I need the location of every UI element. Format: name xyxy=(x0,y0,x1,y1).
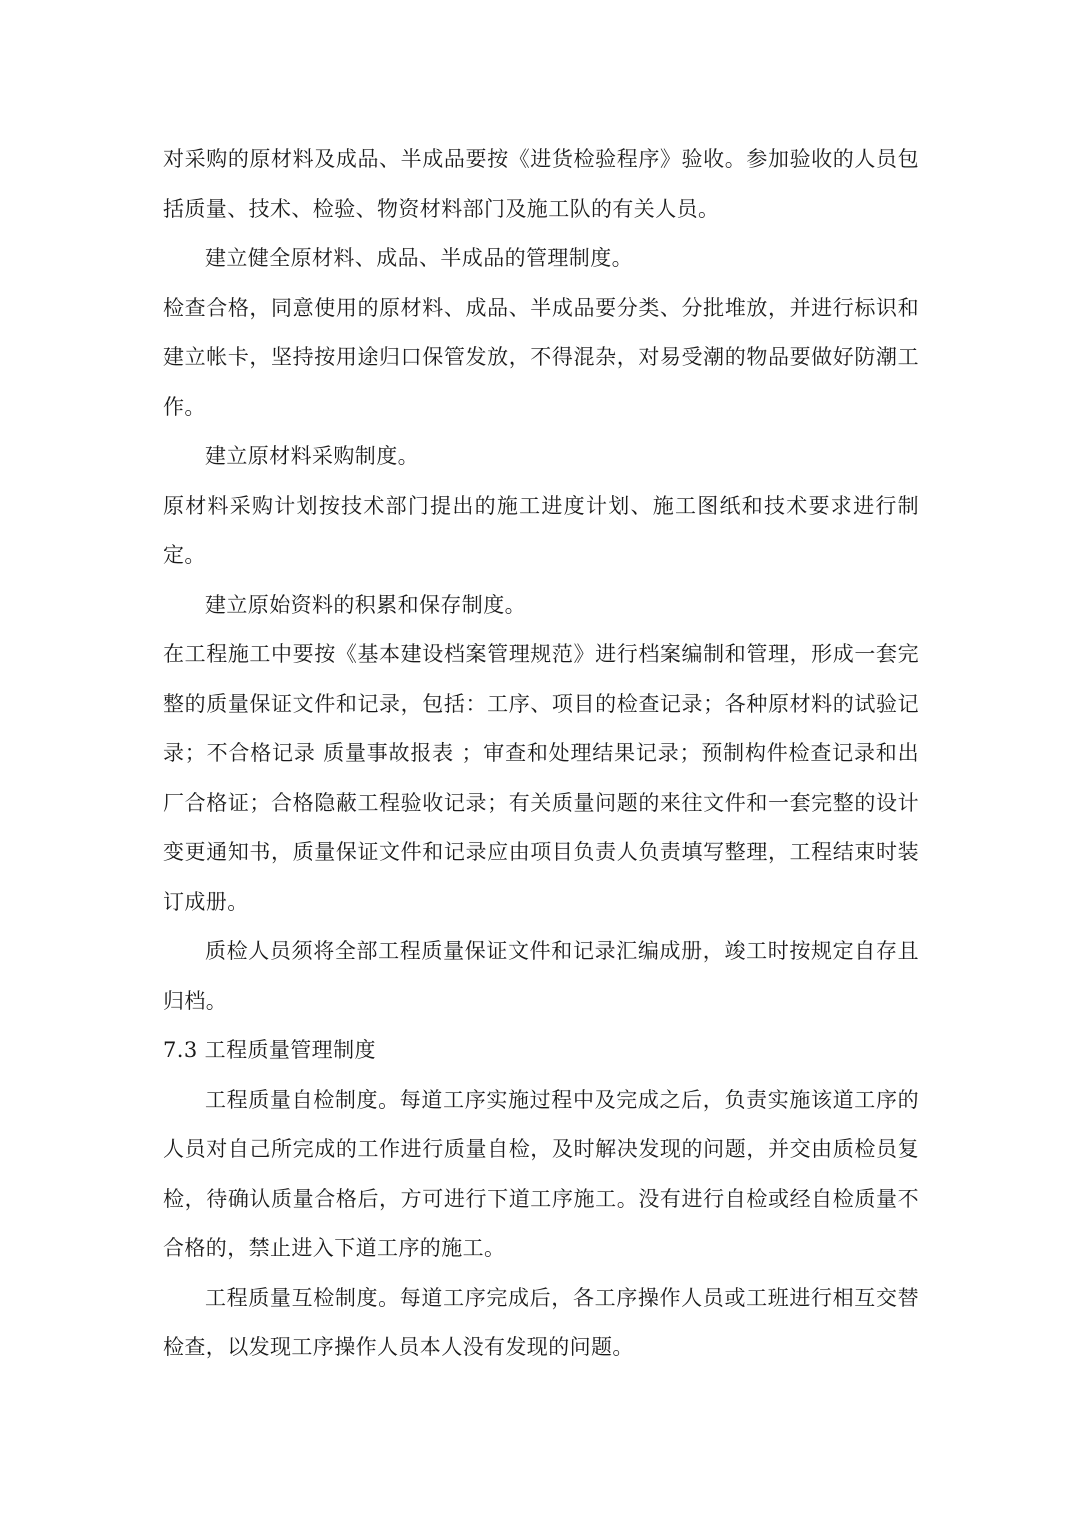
paragraph-self-inspection: 工程质量自检制度。每道工序实施过程中及完成之后，负责实施该道工序的人员对自己所完成的工作进行质量自检，及时解决发现的问题，并交由质检员复检，待确认质量合格后，方可进行下道工序施工。没有进行自检或经自检质量不合格的，禁止进入下道工序的施工。 xyxy=(163,1087,919,1260)
paragraph-records-system: 建立原始资料的积累和保存制度。 xyxy=(205,592,526,617)
paragraph-mutual-inspection: 工程质量互检制度。每道工序完成后，各工序操作人员或工班进行相互交替检查，以发现工序操作人员本人没有发现的问题。 xyxy=(163,1285,919,1359)
paragraph-storage-rules: 检查合格，同意使用的原材料、成品、半成品要分类、分批堆放，并进行标识和建立帐卡，坚持按用途归口保管发放，不得混杂，对易受潮的物品要做好防潮工作。 xyxy=(163,295,919,419)
document-body xyxy=(163,135,919,1373)
paragraph-management-system: 建立健全原材料、成品、半成品的管理制度。 xyxy=(205,246,633,270)
paragraph-inspector-filing: 质检人员须将全部工程质量保证文件和记录汇编成册，竣工时按规定自存且归档。 xyxy=(163,939,919,1013)
paragraph-procurement-plan: 原材料采购计划按技术部门提出的施工进度计划、施工图纸和技术要求进行制定。 xyxy=(163,493,919,567)
paragraph-acceptance-inspection: 对采购的原材料及成品、半成品要按《进货检验程序》验收。参加验收的人员包括质量、技术、检验、物资材料部门及施工队的有关人员。 xyxy=(163,147,919,221)
section-heading: 7.3 工程质量管理制度 xyxy=(163,1038,376,1062)
paragraph-archive-records: 在工程施工中要按《基本建设档案管理规范》进行档案编制和管理，形成一套完整的质量保证文件和记录，包括：工序、项目的检查记录；各种原材料的试验记录；不合格记录 质量事故报表 ；审查和处理结果记录；预制构件检查记录和出厂合格证；合格隐蔽工程验收记录；有关质量问题的来往文件和一套完整的设计变更通知书，质量保证文件和记录应由项目负责人负责填写整理，工程结束时装订成册。 xyxy=(163,642,919,914)
paragraph-procurement-system: 建立原材料采购制度。 xyxy=(205,444,419,468)
